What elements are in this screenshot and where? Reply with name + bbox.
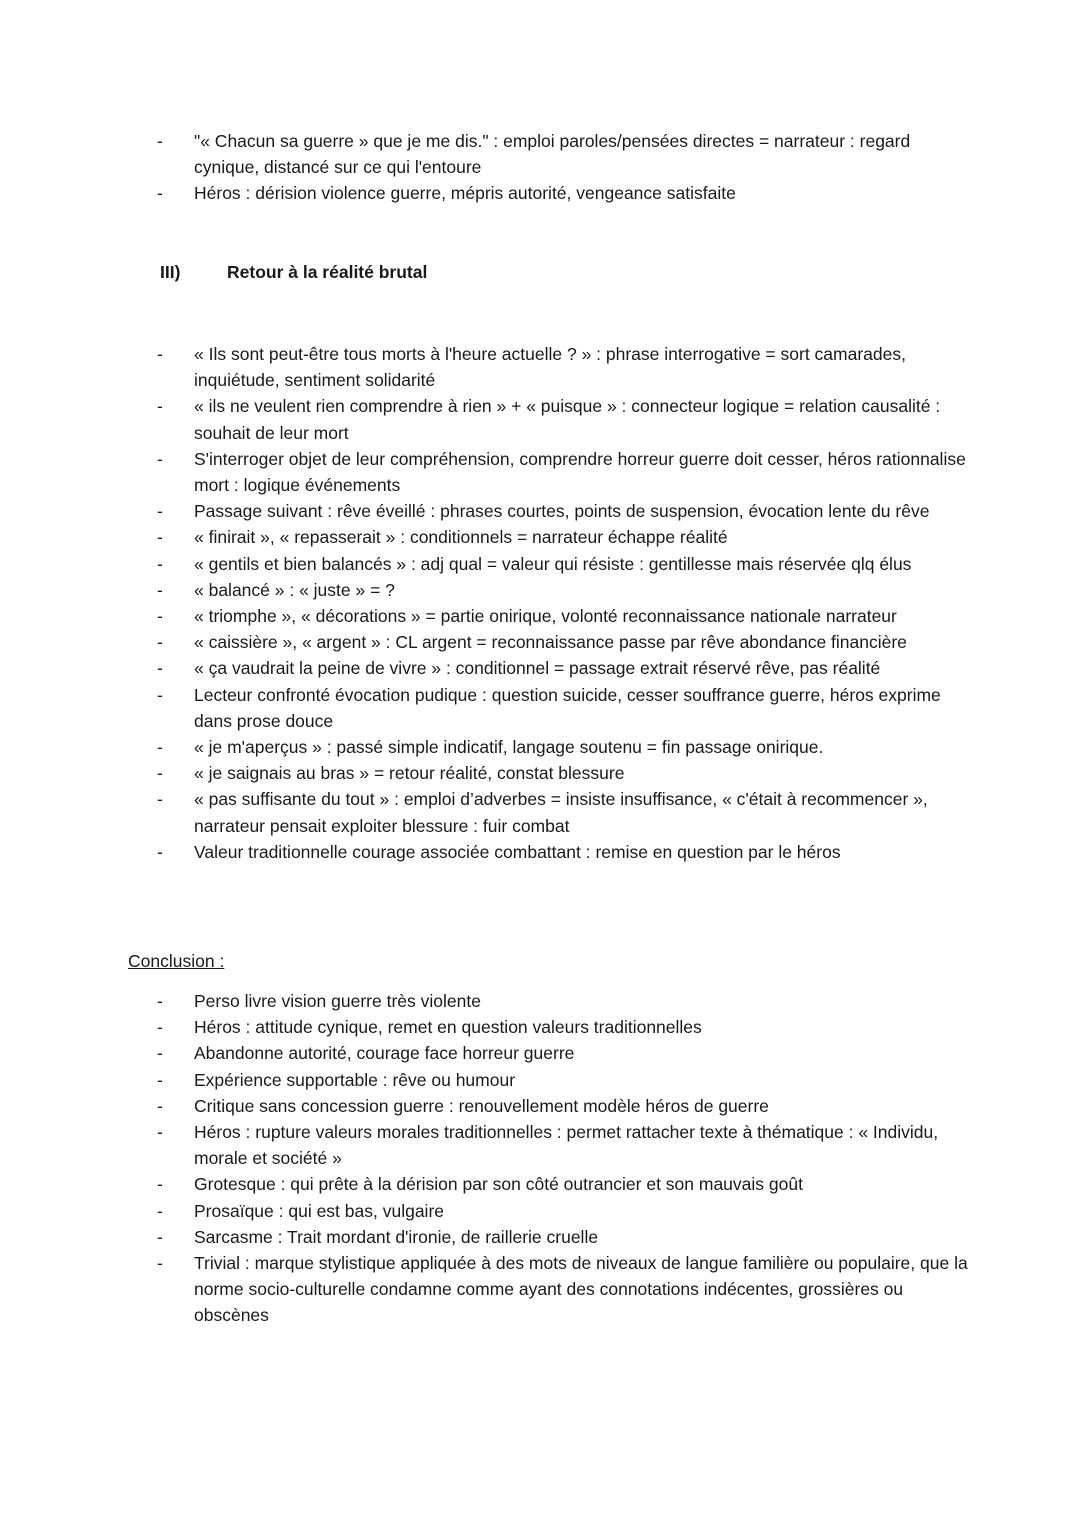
conclusion-title: Conclusion : bbox=[128, 951, 225, 971]
list-item: - Héros : dérision violence guerre, mépris autorité, vengeance satisfaite bbox=[0, 180, 1080, 206]
list-item: - Prosaïque : qui est bas, vulgaire bbox=[0, 1198, 1080, 1224]
section3-list bbox=[0, 341, 1080, 865]
list-item: - « ça vaudrait la peine de vivre » : conditionnel = passage extrait réservé rêve, pas réalité bbox=[0, 655, 1080, 681]
list-item: - « finirait », « repasserait » : conditionnels = narrateur échappe réalité bbox=[0, 524, 1080, 550]
list-item: - Lecteur confronté évocation pudique : question suicide, cesser souffrance guerre, héros exprime dans prose douce bbox=[0, 682, 1080, 734]
list-item: - Perso livre vision guerre très violente bbox=[0, 988, 1080, 1014]
list-item: - « gentils et bien balancés » : adj qual = valeur qui résiste : gentillesse mais réservée qlq élus bbox=[0, 551, 1080, 577]
list-item: - « caissière », « argent » : CL argent = reconnaissance passe par rêve abondance financière bbox=[0, 629, 1080, 655]
list-item: - Héros : rupture valeurs morales traditionnelles : permet rattacher texte à thématique : « Individu, morale et société » bbox=[0, 1119, 1080, 1171]
list-item: - Héros : attitude cynique, remet en question valeurs traditionnelles bbox=[0, 1014, 1080, 1040]
list-item: - "« Chacun sa guerre » que je me dis." : emploi paroles/pensées directes = narrateur : regard cynique, distancé sur ce qui l'entoure bbox=[0, 128, 1080, 180]
list-item: - « je saignais au bras » = retour réalité, constat blessure bbox=[0, 760, 1080, 786]
list-item: - « balancé » : « juste » = ? bbox=[0, 577, 1080, 603]
conclusion-list-block bbox=[0, 988, 1080, 1329]
list-item: - Sarcasme : Trait mordant d'ironie, de raillerie cruelle bbox=[0, 1224, 1080, 1250]
list-item: - « ils ne veulent rien comprendre à rien » + « puisque » : connecteur logique = relation causalité : souhait de leur mort bbox=[0, 393, 1080, 445]
list-item: - Abandonne autorité, courage face horreur guerre bbox=[0, 1040, 1080, 1066]
list-item: - « pas suffisante du tout » : emploi d’adverbes = insiste insuffisance, « c'était à recommencer », narrateur pensait exploiter blessure : fuir combat bbox=[0, 786, 1080, 838]
list-item: - Expérience supportable : rêve ou humour bbox=[0, 1067, 1080, 1093]
list-item: - Valeur traditionnelle courage associée combattant : remise en question par le héros bbox=[0, 839, 1080, 865]
list-item: - « triomphe », « décorations » = partie onirique, volonté reconnaissance nationale narrateur bbox=[0, 603, 1080, 629]
list-item: - Critique sans concession guerre : renouvellement modèle héros de guerre bbox=[0, 1093, 1080, 1119]
section3-list-block bbox=[0, 341, 1080, 865]
list-item: - « je m'aperçus » : passé simple indicatif, langage soutenu = fin passage onirique. bbox=[0, 734, 1080, 760]
section-title: Retour à la réalité brutal bbox=[227, 262, 428, 282]
section-number: III) bbox=[160, 262, 181, 282]
list-item: - Trivial : marque stylistique appliquée à des mots de niveaux de langue familière ou populaire, que la norme socio-culturelle condamne comme ayant des connotations indécentes, grossières ou obscènes bbox=[0, 1250, 1080, 1329]
list-item: - Grotesque : qui prête à la dérision par son côté outrancier et son mauvais goût bbox=[0, 1171, 1080, 1197]
intro-list bbox=[0, 128, 1080, 207]
list-item: - « Ils sont peut-être tous morts à l'heure actuelle ? » : phrase interrogative = sort camarades, inquiétude, sentiment solidarité bbox=[0, 341, 1080, 393]
intro-list-block bbox=[0, 128, 1080, 207]
list-item: - Passage suivant : rêve éveillé : phrases courtes, points de suspension, évocation lente du rêve bbox=[0, 498, 1080, 524]
conclusion-list bbox=[0, 988, 1080, 1329]
list-item: - S'interroger objet de leur compréhension, comprendre horreur guerre doit cesser, héros rationnalise mort : logique événements bbox=[0, 446, 1080, 498]
